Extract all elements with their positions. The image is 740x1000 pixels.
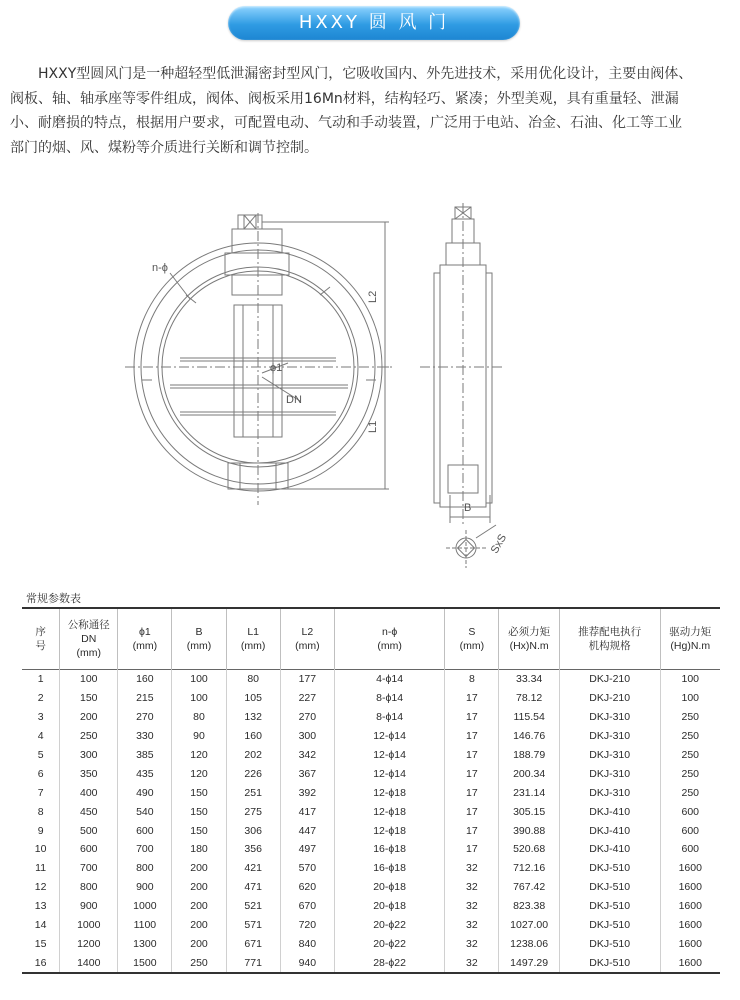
table-cell: 392 — [280, 783, 334, 802]
table-cell: 200 — [172, 878, 226, 897]
intro-line: 小、耐磨损的特点，根据用户要求，可配置电动、气动和手动装置，广泛用于电站、冶金、石油、化工等工业 — [10, 115, 682, 131]
column-header — [280, 608, 334, 670]
table-cell: 350 — [60, 764, 118, 783]
table-cell: 200 — [172, 897, 226, 916]
column-header-text: L1 — [247, 626, 260, 638]
column-header-text: 机构规格 — [588, 640, 631, 652]
table-cell: 100 — [660, 670, 720, 689]
table-cell: 8-ϕ14 — [334, 708, 444, 727]
label-sxs: SxS — [488, 532, 510, 556]
table-cell: DKJ-410 — [559, 821, 660, 840]
table-cell: 12 — [22, 878, 60, 897]
table-cell: 28-ϕ22 — [334, 953, 444, 973]
table-cell: 447 — [280, 821, 334, 840]
table-cell: 33.34 — [499, 670, 559, 689]
table-cell: 1238.06 — [499, 934, 559, 953]
table-cell: 1497.29 — [499, 953, 559, 973]
table-cell: 4-ϕ14 — [334, 670, 444, 689]
table-cell: 12-ϕ18 — [334, 802, 444, 821]
table-cell: 120 — [172, 764, 226, 783]
table-cell: 200 — [172, 916, 226, 935]
table-cell: 250 — [660, 746, 720, 765]
table-cell: 16-ϕ18 — [334, 859, 444, 878]
column-header — [559, 608, 660, 670]
table-cell: 80 — [172, 708, 226, 727]
table-cell: 20-ϕ18 — [334, 878, 444, 897]
table-cell: 32 — [445, 916, 499, 935]
table-cell: 32 — [445, 878, 499, 897]
column-header-text: 必须力矩 — [508, 626, 551, 638]
table-cell: 1 — [22, 670, 60, 689]
table-cell: 521 — [226, 897, 280, 916]
table-cell: 3 — [22, 708, 60, 727]
table-cell: 17 — [445, 764, 499, 783]
table-cell: 90 — [172, 727, 226, 746]
column-header-text: (mm) — [240, 640, 266, 652]
table-cell: 1400 — [60, 953, 118, 973]
table-row — [22, 708, 720, 727]
table-cell: 421 — [226, 859, 280, 878]
parameter-table — [22, 607, 720, 974]
table-cell: 12-ϕ14 — [334, 746, 444, 765]
table-cell: 17 — [445, 708, 499, 727]
table-cell: 840 — [280, 934, 334, 953]
table-cell: 200 — [172, 934, 226, 953]
table-cell: 306 — [226, 821, 280, 840]
table-cell: 570 — [280, 859, 334, 878]
table-cell: 32 — [445, 953, 499, 973]
table-cell: 390.88 — [499, 821, 559, 840]
table-cell: 17 — [445, 727, 499, 746]
table-cell: DKJ-310 — [559, 727, 660, 746]
table-cell: 150 — [60, 689, 118, 708]
column-header-text: L2 — [301, 626, 314, 638]
table-cell: 14 — [22, 916, 60, 935]
table-cell: 227 — [280, 689, 334, 708]
table-cell: 180 — [172, 840, 226, 859]
table-cell: 20-ϕ22 — [334, 934, 444, 953]
table-cell: 160 — [226, 727, 280, 746]
table-cell: 300 — [60, 746, 118, 765]
table-cell: DKJ-510 — [559, 878, 660, 897]
label-l2: L2 — [367, 290, 379, 303]
table-cell: 1600 — [660, 859, 720, 878]
table-cell: 80 — [226, 670, 280, 689]
intro-line: 阀板、轴、轴承座等零件组成，阀体、阀板采用16Mn材料，结构轻巧、紧凑；外型美观，具有重量轻、泄漏 — [10, 90, 679, 107]
table-cell: 600 — [118, 821, 172, 840]
column-header-text: B — [195, 626, 203, 638]
table-cell: 105 — [226, 689, 280, 708]
column-header-text: (mm) — [459, 640, 485, 652]
table-row — [22, 802, 720, 821]
table-cell: 4 — [22, 727, 60, 746]
table-cell: 231.14 — [499, 783, 559, 802]
table-cell: 8 — [22, 802, 60, 821]
table-cell: 356 — [226, 840, 280, 859]
table-cell: 226 — [226, 764, 280, 783]
column-header-text: (mm) — [132, 640, 158, 652]
column-header-text: (mm) — [295, 640, 320, 652]
table-row — [22, 897, 720, 916]
table-cell: DKJ-510 — [559, 916, 660, 935]
table-cell: 1600 — [660, 953, 720, 973]
table-cell: 188.79 — [499, 746, 559, 765]
table-cell: 540 — [118, 802, 172, 821]
table-cell: DKJ-410 — [559, 802, 660, 821]
table-cell: 8 — [445, 670, 499, 689]
table-cell: 771 — [226, 953, 280, 973]
table-cell: DKJ-310 — [559, 746, 660, 765]
table-cell: 11 — [22, 859, 60, 878]
intro-paragraph — [10, 62, 740, 160]
table-cell: 400 — [60, 783, 118, 802]
table-cell: 1600 — [660, 934, 720, 953]
table-cell: 202 — [226, 746, 280, 765]
table-cell: 20-ϕ22 — [334, 916, 444, 935]
table-cell: 275 — [226, 802, 280, 821]
table-cell: 132 — [226, 708, 280, 727]
column-header-text: S — [468, 626, 476, 638]
table-row — [22, 670, 720, 689]
table-cell: 520.68 — [499, 840, 559, 859]
table-cell: 16-ϕ18 — [334, 840, 444, 859]
column-header-text: 序 — [35, 626, 46, 638]
table-cell: 1000 — [118, 897, 172, 916]
table-cell: 9 — [22, 821, 60, 840]
column-header-text: (mm) — [186, 640, 212, 652]
table-cell: 270 — [118, 708, 172, 727]
table-cell: 150 — [172, 821, 226, 840]
table-cell: 450 — [60, 802, 118, 821]
label-l1: L1 — [367, 420, 379, 433]
table-cell: 6 — [22, 764, 60, 783]
table-row — [22, 746, 720, 765]
table-cell: 417 — [280, 802, 334, 821]
column-header-text: (mm) — [377, 640, 402, 652]
table-cell: 17 — [445, 783, 499, 802]
table-cell: 200 — [60, 708, 118, 727]
table-cell: 620 — [280, 878, 334, 897]
table-cell: 10 — [22, 840, 60, 859]
table-cell: 435 — [118, 764, 172, 783]
table-cell: 671 — [226, 934, 280, 953]
label-n-phi: n-ϕ — [152, 262, 168, 274]
column-header-text: 号 — [35, 640, 46, 652]
table-cell: 600 — [60, 840, 118, 859]
column-header-text: n-ϕ — [381, 626, 398, 638]
table-cell: DKJ-210 — [559, 689, 660, 708]
table-cell: 100 — [172, 670, 226, 689]
page-title: HXXY 圆 风 门 — [228, 6, 520, 40]
table-row — [22, 859, 720, 878]
table-cell: 497 — [280, 840, 334, 859]
column-header — [118, 608, 172, 670]
table-header-row — [22, 608, 720, 670]
table-cell: 1027.00 — [499, 916, 559, 935]
table-cell: 100 — [172, 689, 226, 708]
table-cell: 823.38 — [499, 897, 559, 916]
table-row — [22, 727, 720, 746]
table-cell: 150 — [172, 802, 226, 821]
column-header-text: ϕ1 — [138, 626, 151, 638]
side-view — [420, 203, 505, 568]
table-cell: 330 — [118, 727, 172, 746]
table-cell: 17 — [445, 802, 499, 821]
table-cell: 100 — [660, 689, 720, 708]
column-header-text: (Hx)N.m — [509, 640, 549, 652]
table-cell: 720 — [280, 916, 334, 935]
table-cell: 1100 — [118, 916, 172, 935]
table-cell: 78.12 — [499, 689, 559, 708]
column-header-text: 驱动力矩 — [669, 626, 712, 638]
column-header — [445, 608, 499, 670]
table-cell: 17 — [445, 746, 499, 765]
table-cell: 700 — [118, 840, 172, 859]
column-header — [226, 608, 280, 670]
table-cell: 20-ϕ18 — [334, 897, 444, 916]
column-header — [60, 608, 118, 670]
table-cell: 8-ϕ14 — [334, 689, 444, 708]
front-view — [125, 213, 395, 505]
table-cell: 1600 — [660, 916, 720, 935]
table-cell: DKJ-510 — [559, 934, 660, 953]
table-cell: 120 — [172, 746, 226, 765]
table-cell: 712.16 — [499, 859, 559, 878]
table-cell: DKJ-410 — [559, 840, 660, 859]
table-cell: 571 — [226, 916, 280, 935]
column-header — [172, 608, 226, 670]
table-cell: 385 — [118, 746, 172, 765]
table-row — [22, 689, 720, 708]
table-cell: DKJ-510 — [559, 953, 660, 973]
table-row — [22, 953, 720, 973]
table-cell: 490 — [118, 783, 172, 802]
damper-technical-drawing — [0, 195, 740, 585]
table-cell: 800 — [60, 878, 118, 897]
table-cell: 12-ϕ18 — [334, 783, 444, 802]
table-cell: 13 — [22, 897, 60, 916]
intro-line: HXXY型圆风门是一种超轻型低泄漏密封型风门，它吸收国内、外先进技术，采用优化设计，主要由阀体、 — [38, 66, 693, 82]
table-cell: 32 — [445, 859, 499, 878]
table-cell: 500 — [60, 821, 118, 840]
table-cell: 12-ϕ14 — [334, 764, 444, 783]
table-cell: 471 — [226, 878, 280, 897]
table-cell: 670 — [280, 897, 334, 916]
table-cell: 1000 — [60, 916, 118, 935]
table-cell: 32 — [445, 934, 499, 953]
column-header — [334, 608, 444, 670]
table-cell: 100 — [60, 670, 118, 689]
table-cell: 700 — [60, 859, 118, 878]
table-cell: DKJ-210 — [559, 670, 660, 689]
table-cell: 305.15 — [499, 802, 559, 821]
table-cell: 250 — [660, 764, 720, 783]
table-cell: 800 — [118, 859, 172, 878]
table-cell: 146.76 — [499, 727, 559, 746]
column-header — [660, 608, 720, 670]
table-cell: 1500 — [118, 953, 172, 973]
table-cell: 2 — [22, 689, 60, 708]
table-row — [22, 878, 720, 897]
table-cell: 115.54 — [499, 708, 559, 727]
table-cell: 12-ϕ18 — [334, 821, 444, 840]
table-cell: 1300 — [118, 934, 172, 953]
label-b: B — [464, 502, 472, 514]
table-cell: 5 — [22, 746, 60, 765]
table-row — [22, 934, 720, 953]
column-header — [499, 608, 559, 670]
table-cell: 12-ϕ14 — [334, 727, 444, 746]
table-cell: 250 — [172, 953, 226, 973]
intro-line: 部门的烟、风、煤粉等介质进行关断和调节控制。 — [10, 139, 318, 156]
table-cell: 150 — [172, 783, 226, 802]
table-body — [22, 670, 720, 974]
table-caption: 常规参数表 — [26, 592, 81, 605]
table-cell: 17 — [445, 840, 499, 859]
table-cell: 767.42 — [499, 878, 559, 897]
table-cell: 17 — [445, 689, 499, 708]
table-cell: 160 — [118, 670, 172, 689]
column-header-text: DN — [81, 633, 97, 645]
table-cell: 250 — [660, 708, 720, 727]
table-cell: 342 — [280, 746, 334, 765]
table-cell: 1600 — [660, 897, 720, 916]
table-cell: 7 — [22, 783, 60, 802]
table-cell: 367 — [280, 764, 334, 783]
table-cell: 1600 — [660, 878, 720, 897]
table-cell: 15 — [22, 934, 60, 953]
table-cell: 250 — [660, 783, 720, 802]
table-cell: DKJ-310 — [559, 783, 660, 802]
table-row — [22, 916, 720, 935]
table-row — [22, 821, 720, 840]
table-cell: 200.34 — [499, 764, 559, 783]
table-cell: 251 — [226, 783, 280, 802]
table-row — [22, 840, 720, 859]
table-cell: 900 — [60, 897, 118, 916]
column-header — [22, 608, 60, 670]
table-cell: 16 — [22, 953, 60, 973]
column-header-text: 推荐配电执行 — [578, 626, 642, 638]
label-phi1: ϕ1 — [270, 362, 283, 374]
table-cell: 940 — [280, 953, 334, 973]
table-cell: 600 — [660, 802, 720, 821]
table-cell: 250 — [660, 727, 720, 746]
table-cell: 215 — [118, 689, 172, 708]
table-cell: 32 — [445, 897, 499, 916]
table-cell: DKJ-310 — [559, 708, 660, 727]
table-cell: DKJ-510 — [559, 859, 660, 878]
table-cell: 200 — [172, 859, 226, 878]
column-header-text: (Hg)N.m — [670, 640, 711, 652]
table-row — [22, 783, 720, 802]
column-header-text: 公称通径 — [67, 619, 110, 631]
table-cell: 600 — [660, 840, 720, 859]
table-cell: 900 — [118, 878, 172, 897]
column-header-text: (mm) — [76, 647, 102, 659]
table-row — [22, 764, 720, 783]
table-cell: 300 — [280, 727, 334, 746]
table-cell: 17 — [445, 821, 499, 840]
table-cell: DKJ-510 — [559, 897, 660, 916]
table-cell: 250 — [60, 727, 118, 746]
table-cell: 600 — [660, 821, 720, 840]
table-cell: 1200 — [60, 934, 118, 953]
table-cell: 270 — [280, 708, 334, 727]
table-cell: 177 — [280, 670, 334, 689]
label-dn: DN — [286, 394, 302, 406]
table-cell: DKJ-310 — [559, 764, 660, 783]
